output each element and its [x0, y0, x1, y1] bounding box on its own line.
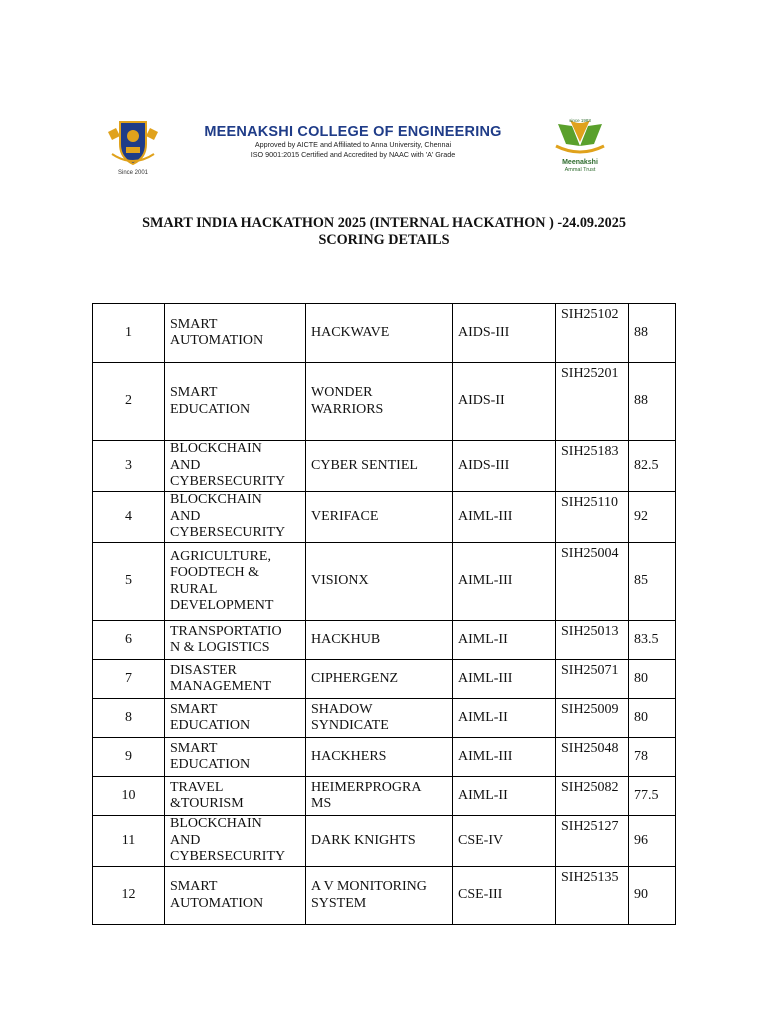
problem-code-cell: SIH25009 — [556, 699, 629, 738]
team-name-cell: A V MONITORING SYSTEM — [306, 867, 453, 925]
table-row — [93, 304, 676, 363]
problem-code-cell: SIH25102 — [556, 304, 629, 363]
problem-code-cell: SIH25071 — [556, 660, 629, 699]
department-cell: AIML-II — [453, 777, 556, 816]
score-cell: 96 — [629, 816, 676, 867]
document-title — [0, 215, 768, 249]
score-cell: 78 — [629, 738, 676, 777]
table-row — [93, 621, 676, 660]
team-name-cell: HACKHERS — [306, 738, 453, 777]
score-cell: 88 — [629, 363, 676, 441]
table-row — [93, 660, 676, 699]
serial-number: 3 — [93, 441, 165, 492]
team-name-cell: HACKWAVE — [306, 304, 453, 363]
team-name-cell: HACKHUB — [306, 621, 453, 660]
department-cell: AIDS-II — [453, 363, 556, 441]
problem-code-cell: SIH25110 — [556, 492, 629, 543]
problem-code-cell: SIH25004 — [556, 543, 629, 621]
department-cell: AIML-II — [453, 699, 556, 738]
problem-code-cell: SIH25201 — [556, 363, 629, 441]
problem-code-cell: SIH25183 — [556, 441, 629, 492]
score-cell: 80 — [629, 660, 676, 699]
theme-cell: BLOCKCHAIN AND CYBERSECURITY — [165, 441, 306, 492]
score-cell: 77.5 — [629, 777, 676, 816]
theme-cell: SMART EDUCATION — [165, 363, 306, 441]
theme-cell: AGRICULTURE, FOODTECH & RURAL DEVELOPMENT — [165, 543, 306, 621]
college-logo — [102, 114, 164, 176]
problem-code-cell: SIH25135 — [556, 867, 629, 925]
title-line-2: SCORING DETAILS — [318, 232, 450, 248]
serial-number: 7 — [93, 660, 165, 699]
table-row — [93, 441, 676, 492]
left-logo-since: Since 2001 — [117, 170, 149, 176]
table-row — [93, 738, 676, 777]
score-cell: 83.5 — [629, 621, 676, 660]
problem-code-cell: SIH25048 — [556, 738, 629, 777]
trust-name: Meenakshi — [562, 159, 598, 166]
team-name-cell: DARK KNIGHTS — [306, 816, 453, 867]
table-row — [93, 543, 676, 621]
department-cell: CSE-IV — [453, 816, 556, 867]
serial-number: 9 — [93, 738, 165, 777]
team-name-cell: VERIFACE — [306, 492, 453, 543]
certification-line: ISO 9001:2015 Certified and Accredited by NAAC with 'A' Grade — [250, 150, 456, 159]
score-cell: 80 — [629, 699, 676, 738]
department-cell: AIDS-III — [453, 441, 556, 492]
department-cell: AIDS-III — [453, 304, 556, 363]
table-row — [93, 777, 676, 816]
theme-cell: SMART AUTOMATION — [165, 867, 306, 925]
title-line-1: SMART INDIA HACKATHON 2025 (INTERNAL HACKATHON ) -24.09.2025 — [142, 215, 626, 231]
serial-number: 4 — [93, 492, 165, 543]
scoring-table — [92, 303, 676, 925]
serial-number: 10 — [93, 777, 165, 816]
serial-number: 6 — [93, 621, 165, 660]
table-row — [93, 867, 676, 925]
problem-code-cell: SIH25013 — [556, 621, 629, 660]
serial-number: 11 — [93, 816, 165, 867]
theme-cell: SMART AUTOMATION — [165, 304, 306, 363]
table-row — [93, 816, 676, 867]
department-cell: AIML-III — [453, 738, 556, 777]
serial-number: 2 — [93, 363, 165, 441]
theme-cell: DISASTER MANAGEMENT — [165, 660, 306, 699]
theme-cell: BLOCKCHAIN AND CYBERSECURITY — [165, 492, 306, 543]
right-logo-since: since 1983 — [569, 118, 591, 123]
serial-number: 8 — [93, 699, 165, 738]
serial-number: 5 — [93, 543, 165, 621]
score-cell: 82.5 — [629, 441, 676, 492]
theme-cell: SMART EDUCATION — [165, 738, 306, 777]
department-cell: AIML-II — [453, 621, 556, 660]
score-cell: 85 — [629, 543, 676, 621]
team-name-cell: VISIONX — [306, 543, 453, 621]
theme-cell: BLOCKCHAIN AND CYBERSECURITY — [165, 816, 306, 867]
problem-code-cell: SIH25082 — [556, 777, 629, 816]
trust-sub: Ammal Trust — [564, 167, 596, 173]
score-cell: 88 — [629, 304, 676, 363]
serial-number: 1 — [93, 304, 165, 363]
team-name-cell: CIPHERGENZ — [306, 660, 453, 699]
department-cell: AIML-III — [453, 660, 556, 699]
serial-number: 12 — [93, 867, 165, 925]
college-info — [198, 124, 508, 160]
department-cell: AIML-III — [453, 543, 556, 621]
problem-code-cell: SIH25127 — [556, 816, 629, 867]
team-name-cell: WONDER WARRIORS — [306, 363, 453, 441]
score-cell: 92 — [629, 492, 676, 543]
team-name-cell: CYBER SENTIEL — [306, 441, 453, 492]
table-row — [93, 699, 676, 738]
crest-icon — [102, 114, 164, 170]
trust-logo — [550, 116, 610, 178]
table-row — [93, 363, 676, 441]
theme-cell: SMART EDUCATION — [165, 699, 306, 738]
team-name-cell: SHADOW SYNDICATE — [306, 699, 453, 738]
book-leaf-icon — [550, 116, 610, 158]
theme-cell: TRANSPORTATIO N & LOGISTICS — [165, 621, 306, 660]
table-row — [93, 492, 676, 543]
college-name: MEENAKSHI COLLEGE OF ENGINEERING — [204, 124, 502, 140]
score-cell: 90 — [629, 867, 676, 925]
theme-cell: TRAVEL &TOURISM — [165, 777, 306, 816]
team-name-cell: HEIMERPROGRA MS — [306, 777, 453, 816]
approval-line: Approved by AICTE and Affiliated to Anna University, Chennai — [254, 140, 452, 149]
department-cell: AIML-III — [453, 492, 556, 543]
letterhead — [90, 108, 630, 178]
department-cell: CSE-III — [453, 867, 556, 925]
scoring-table-body — [93, 304, 676, 925]
